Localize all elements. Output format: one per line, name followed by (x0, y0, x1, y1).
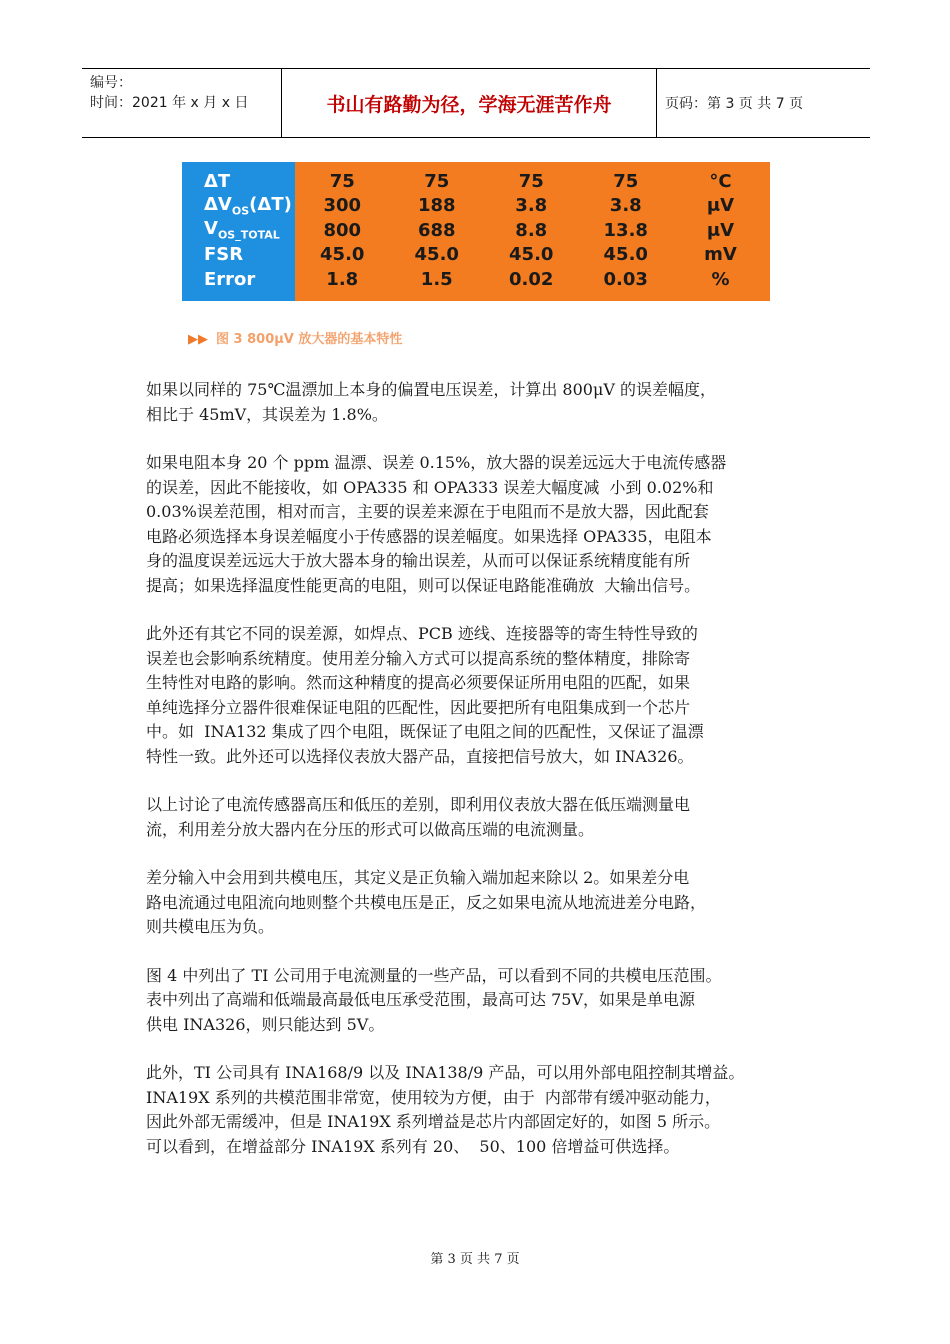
table-cell: 1.5 (420, 268, 453, 290)
doc-number-label: 编号： (90, 75, 132, 91)
table-row (295, 243, 770, 268)
header-motto: 书山有路勤为径，学海无涯苦作舟 (282, 69, 657, 137)
table-cell: 45.0 (603, 244, 648, 266)
table-cell: 75 (613, 170, 639, 192)
table-cell: 75 (329, 170, 355, 192)
table-unit: % (711, 268, 730, 290)
paragraph: 如果电阻本身 20 个 ppm 温漂、误差 0.15%，放大器的误差远远大于电流传感器 的误差，因此不能接收，如 OPA335 和 OPA333 误差大幅度减 小到 0.02%和 0.03%误差范围，相对而言，主要的误差来源在于电阻而不是放大器，因此配套 电路必须选择本身误差幅度小于传感器的误差幅度。如果选择 OPA335，电阻本 身的温度误差远远大于放大器本身的输出误差，从而可以保证系统精度能有所 提高；如果选择温度性能更高的电阻，则可以保证电路能准确放 大输出信号。 (146, 453, 727, 595)
table-cell: 800 (323, 219, 362, 241)
table-cell: 0.03 (603, 268, 648, 290)
paragraph: 此外还有其它不同的误差源，如焊点、PCB 迹线、连接器等的寄生特性导致的 误差也会影响系统精度。使用差分输入方式可以提高系统的整体精度，排除寄 生特性对电路的影响。然而这种精度的提高必须要保证所用电阻的匹配，如果 单纯选择分立器件很难保证电阻的匹配性，因此要把所有电阻集成到一个芯片 中。如 INA132 集成了四个电阻，既保证了电阻之间的匹配性，又保证了温漂 特性一致。此外还可以选择仪表放大器产品，直接把信号放大，如 INA326。 (146, 624, 704, 766)
row-label-fsr: FSR (204, 244, 244, 266)
doc-time-label: 时间：2021 年 x 月 x 日 (90, 95, 249, 111)
table-cell: 75 (424, 170, 450, 192)
table-cell: 8.8 (515, 219, 548, 241)
page-footer: 第 3 页 共 7 页 (430, 1252, 520, 1267)
row-label-error: Error (204, 268, 256, 290)
header-meta (82, 69, 282, 137)
table-unit: μV (706, 195, 735, 217)
table-cell: 688 (417, 219, 456, 241)
paragraph: 以上讨论了电流传感器高压和低压的差别，即利用仪表放大器在低压端测量电 流，利用差分放大器内在分压的形式可以做高压端的电流测量。 (146, 795, 691, 839)
paragraph: 如果以同样的 75℃温漂加上本身的偏置电压误差，计算出 800μV 的误差幅度， 相比于 45mV，其误差为 1.8%。 (146, 380, 717, 424)
table-cell: 188 (417, 195, 456, 217)
table-cell: 45.0 (509, 244, 554, 266)
table-unit: °C (709, 170, 732, 192)
table-row (295, 169, 770, 194)
figure-row-labels (182, 162, 295, 301)
paragraph: 差分输入中会用到共模电压，其定义是正负输入端加起来除以 2。如果差分电 路电流通过电阻流向地则整个共模电压是正，反之如果电流从地流进差分电路， 则共模电压为负。 (146, 868, 707, 936)
table-cell: 3.8 (609, 195, 642, 217)
table-unit: μV (706, 219, 735, 241)
double-arrow-icon: ▶▶ (188, 332, 208, 347)
figure-3-table (182, 162, 770, 301)
row-label-delta-vos: $\Delta V_{OS}(\Delta T)$ (204, 193, 292, 218)
table-cell: 300 (323, 195, 362, 217)
table-row (295, 194, 770, 219)
paragraph: 图 4 中列出了 TI 公司用于电流测量的一些产品，可以看到不同的共模电压范围。 表中列出了高端和低端最高最低电压承受范围，最高可达 75V，如果是单电源 供电 INA326，则只能达到 5V。 (146, 965, 722, 1034)
header-page-number: 页码：第 3 页 共 7 页 (665, 96, 804, 112)
table-cell: 75 (518, 170, 544, 192)
document-body (146, 378, 818, 1183)
paragraph: 此外，TI 公司具有 INA168/9 以及 INA138/9 产品，可以用外部电阻控制其增益。 INA19X 系列的共模范围非常宽，使用较为方便，由于 内部带有缓冲驱动能力， 因此外部无需缓冲，但是 INA19X 系列增益是芯片内部固定好的，如图 5 所示。 可以看到，在增益部分 INA19X 系列有 20、 50、100 倍增益可供选择。 (146, 1063, 745, 1156)
page-header (82, 68, 870, 138)
table-cell: 1.8 (326, 268, 359, 290)
table-cell: 13.8 (603, 219, 648, 241)
figure-caption-text: 图 3 800μV 放大器的基本特性 (216, 332, 403, 347)
table-cell: 0.02 (509, 268, 554, 290)
table-row (295, 267, 770, 292)
row-label-delta-t: ΔT (204, 170, 231, 192)
table-row (295, 218, 770, 243)
figure-data-cells (295, 162, 770, 301)
table-cell: 45.0 (414, 244, 459, 266)
table-cell: 45.0 (320, 244, 365, 266)
row-label-vos-total: $V_{OS\_TOTAL}$ (204, 218, 280, 243)
figure-caption (188, 328, 402, 347)
table-cell: 3.8 (515, 195, 548, 217)
table-unit: mV (704, 244, 737, 266)
